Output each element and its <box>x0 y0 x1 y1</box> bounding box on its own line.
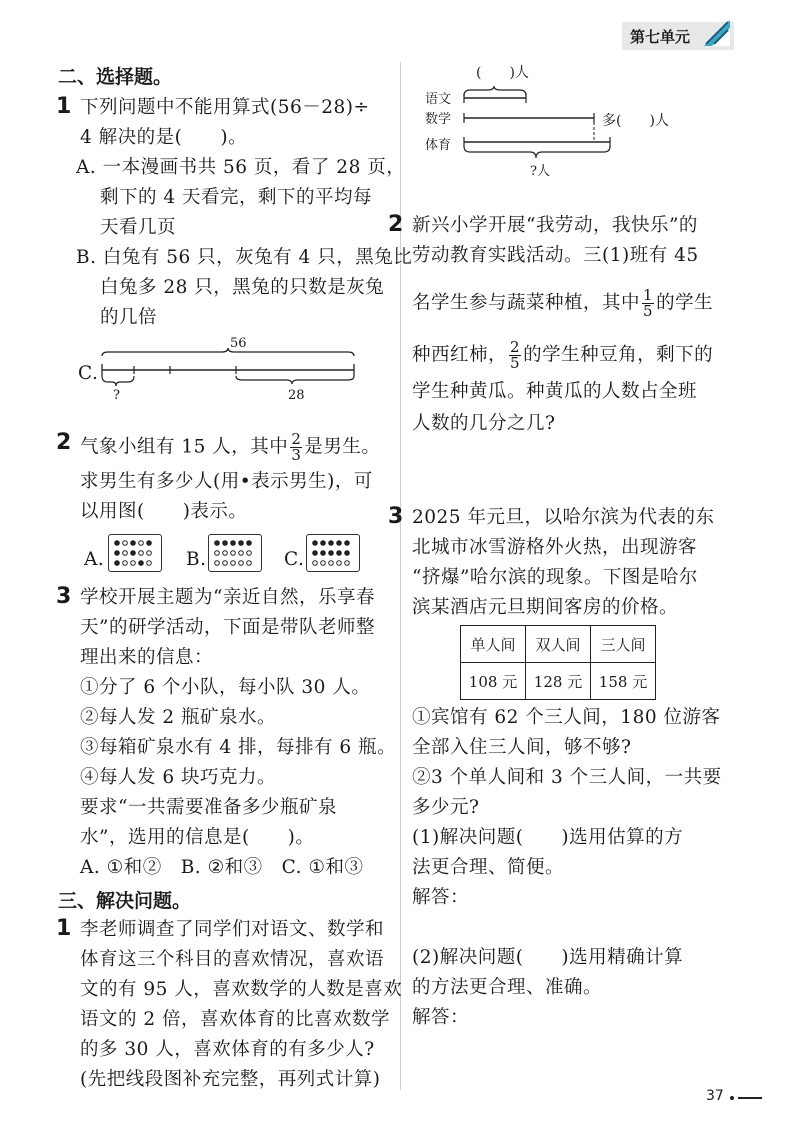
diagram-label-chinese: 语文 <box>425 92 452 107</box>
segment-diagram-subjects <box>458 76 628 166</box>
table-cell: 108 元 <box>461 663 526 700</box>
diagram-top-label: ( )人 <box>476 65 529 81</box>
sub-question: 法更合理、简便。 <box>412 857 565 878</box>
question-text: 滨某酒店元旦期间客房的价格。 <box>412 597 679 618</box>
question-text: 的多 30 人，喜欢体育的有多少人? <box>80 1039 375 1060</box>
sub-question: (1)解决问题( )选用估算的方 <box>412 827 684 848</box>
unit-logo-icon <box>700 16 736 50</box>
question-text: 新兴小学开展“我劳动，我快乐”的 <box>412 215 698 236</box>
question-number: 2 <box>388 212 404 237</box>
question-number: 1 <box>56 916 72 941</box>
question-number: 3 <box>56 584 72 609</box>
sub-question: 全部入住三人间，够不够? <box>412 737 632 758</box>
question-text: 水”，选用的信息是( )。 <box>80 827 315 848</box>
price-table <box>460 625 656 700</box>
option-c-label: C. <box>78 363 99 384</box>
text-fragment: 名学生参与蔬菜种植，其中 <box>412 292 641 314</box>
option-c-label: C. <box>284 549 305 570</box>
info-item: ③每箱矿泉水有 4 排，每排有 6 瓶。 <box>80 737 397 758</box>
sub-question: ②3 个单人间和 3 个三人间，一共要 <box>412 767 722 788</box>
diagram-label-q: ? <box>113 388 120 403</box>
answer-label: 解答： <box>412 887 470 908</box>
fraction <box>509 340 521 371</box>
fraction-denominator: 5 <box>643 302 654 320</box>
fraction <box>642 288 654 319</box>
table-cell: 158 元 <box>591 663 656 700</box>
option-a: A. 一本漫画书共 56 页，看了 28 页， <box>76 157 406 178</box>
question-text: 文的有 95 人，喜欢数学的人数是喜欢 <box>80 979 403 1000</box>
table-row <box>461 663 656 700</box>
question-text: 下列问题中不能用算式(56－28)÷ <box>80 97 370 118</box>
page-rule <box>738 1097 762 1099</box>
diagram-more-label: 多( )人 <box>602 113 669 129</box>
dot-figure-c <box>306 534 360 572</box>
option-b: B. 白兔有 56 只，灰兔有 4 只，黑兔比 <box>76 247 413 268</box>
table-cell: 128 元 <box>526 663 591 700</box>
diagram-label-pe: 体育 <box>425 138 452 153</box>
question-text: 人数的几分之几? <box>412 413 556 434</box>
question-number: 2 <box>56 430 72 455</box>
segment-diagram-c <box>96 348 366 388</box>
diagram-label-28: 28 <box>288 388 305 403</box>
fraction-numerator: 2 <box>510 338 521 356</box>
text-fragment: 的学生种豆角，剩下的 <box>523 344 714 366</box>
table-header-cell: 双人间 <box>526 626 591 663</box>
fraction-numerator: 2 <box>291 430 302 448</box>
question-text: 求男生有多少人(用•表示男生)，可 <box>80 471 373 492</box>
option-a: 剩下的 4 天看完，剩下的平均每 <box>100 187 373 208</box>
text-fragment: 的学生 <box>656 292 714 314</box>
question-text: 学校开展主题为“亲近自然，乐享春 <box>80 587 375 608</box>
question-text: 学生种黄瓜。种黄瓜的人数占全班 <box>412 381 698 402</box>
question-text: “挤爆”哈尔滨的现象。下图是哈尔 <box>412 567 698 588</box>
table-header-cell: 三人间 <box>591 626 656 663</box>
question-text: 2025 年元旦，以哈尔滨为代表的东 <box>412 507 715 528</box>
answer-options: A. ①和② B. ②和③ C. ①和③ <box>80 857 364 878</box>
table-header-cell: 单人间 <box>461 626 526 663</box>
info-item: ④每人发 6 块巧克力。 <box>80 767 277 788</box>
option-a-label: A. <box>84 549 105 570</box>
question-text: 劳动教育实践活动。三(1)班有 45 <box>412 245 699 266</box>
sub-question: ①宾馆有 62 个三人间，180 位游客 <box>412 707 721 728</box>
section-title-choice: 二、选择题。 <box>58 66 173 88</box>
sub-question: 的方法更合理、准确。 <box>412 977 603 998</box>
page-dot <box>730 1096 734 1100</box>
question-text <box>80 432 380 463</box>
question-text: 体育这三个科目的喜欢情况，喜欢语 <box>80 949 385 970</box>
info-item: ②每人发 2 瓶矿泉水。 <box>80 707 277 728</box>
question-text: 天”的研学活动，下面是带队老师整 <box>80 617 375 638</box>
question-text: 语文的 2 倍，喜欢体育的比喜欢数学 <box>80 1009 391 1030</box>
unit-title: 第七单元 <box>630 28 691 46</box>
info-item: ①分了 6 个小队，每小队 30 人。 <box>80 677 371 698</box>
option-b: 白兔多 28 只，黑兔的只数是灰兔 <box>100 277 385 298</box>
fraction <box>290 432 302 463</box>
diagram-label-math: 数学 <box>425 112 452 127</box>
page-number: 37 <box>706 1088 724 1104</box>
question-text: 以用图( )表示。 <box>80 501 248 522</box>
dot-figure-a <box>108 534 162 572</box>
question-text: 要求“一共需要准备多少瓶矿泉 <box>80 797 337 818</box>
text-fragment: 是男生。 <box>304 436 381 458</box>
question-text <box>412 288 713 319</box>
text-fragment: 种西红柿， <box>412 344 508 366</box>
fraction-denominator: 3 <box>291 446 302 464</box>
sub-question: (2)解决问题( )选用精确计算 <box>412 947 684 968</box>
option-b: 的几倍 <box>100 307 158 328</box>
question-text <box>412 340 713 371</box>
question-text: 李老师调查了同学们对语文、数学和 <box>80 919 385 940</box>
option-a: 天看几页 <box>100 217 177 238</box>
sub-question: 多少元? <box>412 797 480 818</box>
dot-figure-b <box>208 534 262 572</box>
question-text: 北城市冰雪游格外火热，出现游客 <box>412 537 698 558</box>
diagram-bottom-label: ?人 <box>530 164 550 179</box>
answer-label: 解答： <box>412 1007 470 1028</box>
option-b-label: B. <box>186 549 207 570</box>
text-fragment: 气象小组有 15 人，其中 <box>80 436 289 458</box>
fraction-numerator: 1 <box>643 286 654 304</box>
section-title-solve: 三、解决问题。 <box>58 890 192 912</box>
question-text: (先把线段图补充完整，再列式计算) <box>80 1069 381 1090</box>
question-number: 3 <box>388 504 404 529</box>
question-text: 理出来的信息： <box>80 647 214 668</box>
question-text: 4 解决的是( )。 <box>80 127 248 148</box>
question-number: 1 <box>56 94 72 119</box>
table-header-row <box>461 626 656 663</box>
diagram-label-56: 56 <box>230 336 247 351</box>
fraction-denominator: 5 <box>510 354 521 372</box>
